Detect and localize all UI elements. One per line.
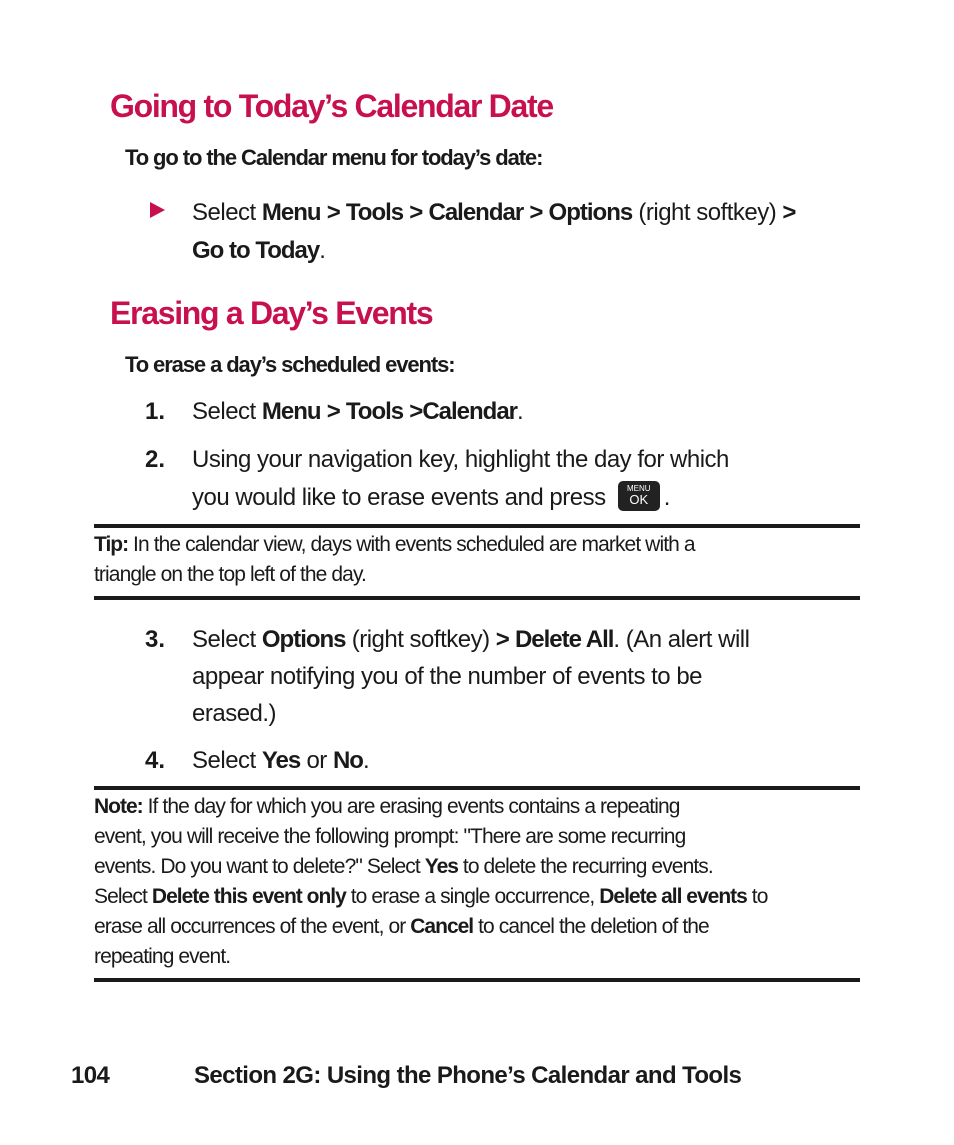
step-3-text: Select Options (right softkey) > Delete All. (An alert will appear notifying you of the number of events to be erased.)	[192, 626, 750, 727]
footer-section-title: Section 2G: Using the Phone’s Calendar and Tools	[194, 1062, 742, 1089]
menu-ok-key-icon: MENU OK	[618, 481, 660, 511]
section-subhead-erase-events: To erase a day’s scheduled events:	[125, 352, 455, 377]
tip-top-rule	[94, 524, 860, 528]
step-number-1: 1.	[145, 398, 166, 425]
note-box: Note: If the day for which you are erasing events contains a repeating event, you will receive the following prompt: "There are some recurring events. Do you want to delete?" Select Yes to delete the recurring events. Select Delete this event only to erase a single occurrence, Delete all events to erase all occurrences of the event, or Cancel to cancel the deletion of the repeating event.	[94, 795, 768, 968]
step-number-4: 4.	[145, 747, 166, 774]
note-bottom-rule	[94, 978, 860, 982]
section-subhead-go-to-today: To go to the Calendar menu for today’s date:	[125, 145, 543, 170]
note-top-rule	[94, 786, 860, 790]
go-to-today-instruction: Select Menu > Tools > Calendar > Options (right softkey) > Go to Today.	[192, 199, 796, 264]
step-4-text: Select Yes or No.	[192, 747, 370, 774]
tip-box: Tip: In the calendar view, days with events scheduled are market with a triangle on the top left of the day.	[94, 533, 695, 586]
tip-label: Tip:	[94, 533, 129, 556]
section-title-erasing-events: Erasing a Day’s Events	[110, 295, 433, 331]
section-title-going-to-today: Going to Today’s Calendar Date	[110, 88, 553, 124]
bullet-arrow-icon	[150, 202, 165, 218]
step-1-text: Select Menu > Tools >Calendar.	[192, 398, 524, 425]
page-number: 104	[71, 1062, 110, 1089]
step-number-3: 3.	[145, 626, 166, 653]
step-number-2: 2.	[145, 446, 166, 473]
step-2-text: Using your navigation key, highlight the day for which you would like to erase events and press MENU OK .	[192, 446, 729, 511]
note-label: Note:	[94, 795, 143, 818]
tip-bottom-rule	[94, 596, 860, 600]
